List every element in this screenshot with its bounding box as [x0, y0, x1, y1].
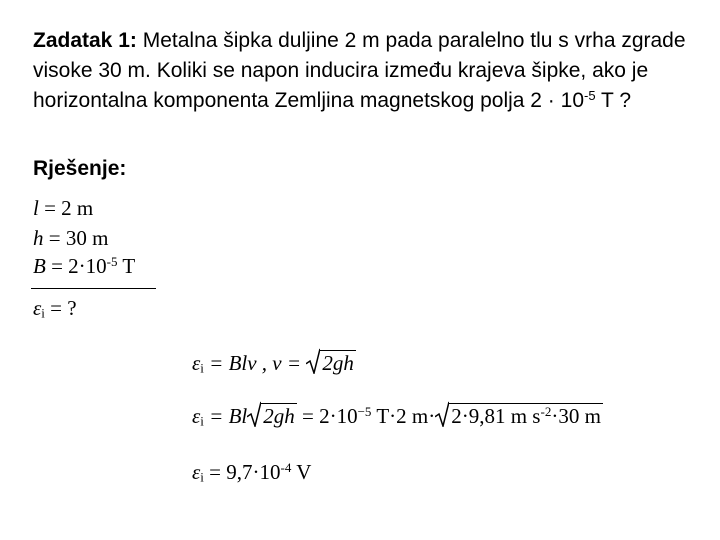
formula-substitution: [192, 403, 603, 429]
given-field-unit: T: [117, 254, 136, 278]
formula-emf-symbol: ε: [192, 351, 201, 375]
formula-result: [192, 460, 311, 485]
formula-sub-sqrt: [247, 403, 297, 429]
formula-emf-body: = Blv , v =: [203, 351, 307, 375]
sqrt-sign-icon: [306, 348, 320, 374]
sqrt-sign-icon: [435, 401, 449, 427]
formula-emf-subscript: i: [200, 360, 204, 376]
unknown-subscript: i: [41, 305, 45, 321]
given-length-value: = 2 m: [38, 196, 94, 220]
given-height-value: = 30 m: [43, 226, 109, 250]
formula-sub-exp1: −5: [357, 403, 372, 419]
sqrt-sign-icon: [247, 401, 261, 427]
formula-sub-rad2: 2·9,81 m s: [451, 404, 541, 428]
task-label: Zadatak 1:: [33, 29, 137, 52]
solution-heading: Rješenje:: [33, 157, 127, 180]
given-height: [33, 226, 108, 251]
task-statement: [33, 26, 693, 116]
result-symbol: ε: [192, 460, 201, 484]
formula-sub-radicand: 2gh: [263, 404, 295, 428]
result-unit: V: [291, 460, 312, 484]
formula-emf: [192, 350, 356, 376]
given-length-symbol: l: [33, 196, 39, 220]
formula-sub-t2: ·30 m: [551, 404, 601, 428]
formula-sub-body: = Bl: [203, 404, 248, 428]
result-subscript: i: [200, 469, 204, 485]
formula-sub-radicand2: [449, 403, 603, 429]
formula-sqrt: [306, 350, 356, 376]
given-field-symbol: B: [33, 254, 46, 278]
result-value: = 9,7·10: [203, 460, 281, 484]
result-exponent: -4: [280, 459, 292, 475]
unknown-value: = ?: [44, 296, 77, 320]
given-divider: [31, 288, 156, 289]
formula-sub-exp2: -2: [540, 403, 552, 419]
formula-sub-symbol: ε: [192, 404, 201, 428]
given-height-symbol: h: [33, 226, 44, 250]
given-length: [33, 196, 93, 221]
formula-sub-subscript: i: [200, 413, 204, 429]
task-text: Metalna šipka duljine 2 m pada paralelno tlu s vrha zgrade visoke 30 m. Koliki se napon inducira između krajeva šipke, ako je horizontalna komponenta Zemljina magnetskog polja 2 · 10: [33, 29, 686, 112]
formula-sub-eq: = 2·10: [296, 404, 358, 428]
given-field-exponent: -5: [106, 253, 118, 269]
formula-sqrt-radicand: 2gh: [322, 351, 354, 375]
formula-sub-sqrt2: [435, 403, 603, 429]
task-tail: T ?: [595, 89, 631, 112]
given-field-value: = 2·10: [45, 254, 107, 278]
task-exponent: -5: [584, 87, 596, 103]
formula-sub-t1: T·2 m·: [371, 404, 436, 428]
unknown-symbol: ε: [33, 296, 42, 320]
unknown-emf: [33, 296, 77, 321]
given-field: [33, 254, 135, 279]
